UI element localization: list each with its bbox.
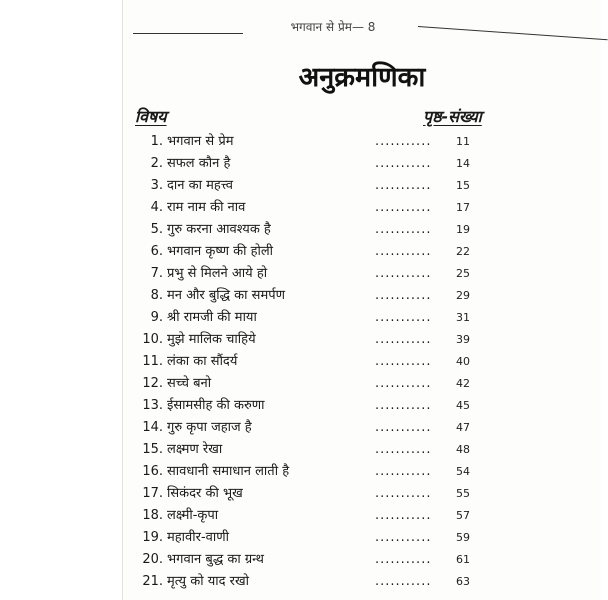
toc-entry-number: 6. xyxy=(150,244,163,259)
toc-entry-number: 21. xyxy=(142,574,163,589)
toc-entry-number: 20. xyxy=(142,552,163,567)
toc-entry-page-number: 42 xyxy=(456,377,470,390)
toc-entry-page-number: 15 xyxy=(456,179,470,192)
toc-entry xyxy=(123,373,601,395)
toc-entry xyxy=(123,307,601,329)
toc-entry-page-number: 55 xyxy=(456,487,470,500)
toc-entry xyxy=(123,571,601,593)
toc-entry-leader-dots: ........... xyxy=(375,376,432,391)
toc-entry xyxy=(123,351,601,373)
toc-entry-page-number: 31 xyxy=(456,311,470,324)
column-heading-subject: विषय xyxy=(135,107,167,126)
toc-entry-number: 19. xyxy=(142,530,163,545)
toc-entry xyxy=(123,131,601,153)
toc-entry-page-number: 59 xyxy=(456,531,470,544)
toc-entry-leader-dots: ........... xyxy=(375,156,432,171)
toc-entry xyxy=(123,505,601,527)
toc-entry-title: भगवान कृष्ण की होली xyxy=(167,244,274,259)
toc-entry-title: दान का महत्त्व xyxy=(167,178,234,193)
toc-entry-leader-dots: ........... xyxy=(375,398,432,413)
toc-entry-page-number: 45 xyxy=(456,399,470,412)
toc-entry-title: सच्चे बनो xyxy=(167,376,212,391)
running-head-text: भगवान से प्रेम— 8 xyxy=(290,20,376,34)
toc-entry-title: लक्ष्मण रेखा xyxy=(167,442,223,457)
toc-entry-page-number: 14 xyxy=(456,157,470,170)
toc-entry xyxy=(123,175,601,197)
toc-entry-leader-dots: ........... xyxy=(375,530,432,545)
toc-entry-number: 10. xyxy=(142,332,163,347)
toc-entry-title: महावीर-वाणी xyxy=(167,530,230,545)
toc-entry xyxy=(123,329,601,351)
toc-entry-page-number: 57 xyxy=(456,509,470,522)
toc-entry-leader-dots: ........... xyxy=(375,244,432,259)
toc-entry-page-number: 54 xyxy=(456,465,470,478)
toc-entry-number: 5. xyxy=(150,222,163,237)
toc-entry-title: सिकंदर की भूख xyxy=(167,486,243,501)
toc-entry-page-number: 39 xyxy=(456,333,470,346)
toc-entry-page-number: 29 xyxy=(456,289,470,302)
toc-entry xyxy=(123,483,601,505)
toc-entry-title: गुरु कृपा जहाज है xyxy=(167,420,252,435)
toc-entry-leader-dots: ........... xyxy=(375,508,432,523)
toc-entry-page-number: 17 xyxy=(456,201,470,214)
toc-entry xyxy=(123,417,601,439)
toc-entry-leader-dots: ........... xyxy=(375,442,432,457)
toc-entry-title: भगवान से प्रेम xyxy=(167,134,234,149)
toc-entry-number: 7. xyxy=(150,266,163,281)
toc-entry-title: लंका का सौंदर्य xyxy=(167,354,238,369)
toc-entry-title: श्री रामजी की माया xyxy=(167,310,257,325)
toc-entry-number: 11. xyxy=(142,354,163,369)
toc-entry xyxy=(123,461,601,483)
toc-entry-page-number: 25 xyxy=(456,267,470,280)
toc-entry-leader-dots: ........... xyxy=(375,332,432,347)
toc-entry-title: राम नाम की नाव xyxy=(167,200,246,215)
toc-entry-leader-dots: ........... xyxy=(375,266,432,281)
toc-entry-title: ईसामसीह की करुणा xyxy=(167,398,265,413)
toc-entry-title: मृत्यु को याद रखो xyxy=(167,574,249,589)
toc-entry-leader-dots: ........... xyxy=(375,486,432,501)
toc-entry xyxy=(123,395,601,417)
toc-entry-number: 9. xyxy=(150,310,163,325)
toc-entry-page-number: 61 xyxy=(456,553,470,566)
toc-entry-title: भगवान बुद्ध का ग्रन्थ xyxy=(167,552,264,567)
toc-entry-number: 13. xyxy=(142,398,163,413)
toc-entry-number: 12. xyxy=(142,376,163,391)
toc-entry-number: 14. xyxy=(142,420,163,435)
toc-entry-page-number: 11 xyxy=(456,135,470,148)
running-head-rule-left xyxy=(133,33,243,34)
toc-entry xyxy=(123,549,601,571)
toc-entry-leader-dots: ........... xyxy=(375,310,432,325)
toc-entry-title: सफल कौन है xyxy=(167,156,231,171)
toc-entry xyxy=(123,241,601,263)
running-head xyxy=(123,12,601,42)
column-heading-page-number: पृष्ठ-संख्या xyxy=(423,107,482,126)
toc-entry-title: प्रभु से मिलने आये हो xyxy=(167,266,268,281)
page-title: अनुक्रमणिका xyxy=(298,62,426,93)
toc-entry-leader-dots: ........... xyxy=(375,574,432,589)
toc-entry xyxy=(123,527,601,549)
toc-entry-leader-dots: ........... xyxy=(375,354,432,369)
toc-entry-leader-dots: ........... xyxy=(375,420,432,435)
book-page xyxy=(122,0,601,600)
toc-entry-number: 17. xyxy=(142,486,163,501)
toc-entry-leader-dots: ........... xyxy=(375,222,432,237)
toc-entry-leader-dots: ........... xyxy=(375,178,432,193)
toc-entry-leader-dots: ........... xyxy=(375,464,432,479)
toc-entry-number: 8. xyxy=(150,288,163,303)
toc-entry-number: 18. xyxy=(142,508,163,523)
toc-entry-title: मुझे मालिक चाहिये xyxy=(167,332,256,347)
running-head-rule-right xyxy=(418,26,608,40)
toc-entry-page-number: 40 xyxy=(456,355,470,368)
toc-entry-page-number: 63 xyxy=(456,575,470,588)
toc-entry-title: लक्ष्मी-कृपा xyxy=(167,508,219,523)
toc-entry-number: 1. xyxy=(150,134,163,149)
toc-entry-number: 3. xyxy=(150,178,163,193)
toc-entry xyxy=(123,197,601,219)
toc-entry xyxy=(123,219,601,241)
table-of-contents xyxy=(123,131,601,593)
toc-entry xyxy=(123,153,601,175)
toc-entry xyxy=(123,285,601,307)
toc-entry-title: सावधानी समाधान लाती है xyxy=(167,464,290,479)
toc-entry-title: गुरु करना आवश्यक है xyxy=(167,222,271,237)
toc-entry-leader-dots: ........... xyxy=(375,134,432,149)
toc-entry xyxy=(123,263,601,285)
toc-entry-leader-dots: ........... xyxy=(375,288,432,303)
toc-entry xyxy=(123,439,601,461)
toc-entry-number: 16. xyxy=(142,464,163,479)
toc-entry-number: 4. xyxy=(150,200,163,215)
toc-entry-page-number: 22 xyxy=(456,245,470,258)
toc-entry-page-number: 47 xyxy=(456,421,470,434)
toc-entry-leader-dots: ........... xyxy=(375,200,432,215)
toc-entry-page-number: 48 xyxy=(456,443,470,456)
toc-entry-number: 2. xyxy=(150,156,163,171)
toc-entry-number: 15. xyxy=(142,442,163,457)
toc-entry-leader-dots: ........... xyxy=(375,552,432,567)
toc-entry-page-number: 19 xyxy=(456,223,470,236)
toc-entry-title: मन और बुद्धि का समर्पण xyxy=(167,288,286,303)
